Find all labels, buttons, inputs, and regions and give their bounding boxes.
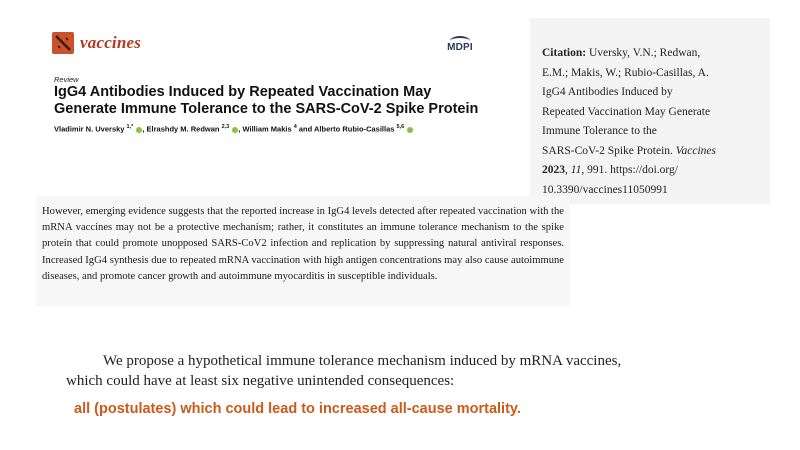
article-header (48, 24, 488, 156)
journal-name: vaccines (80, 33, 142, 52)
citation-line: Uversky, V.N.; Redwan, (586, 47, 701, 59)
author-name: William Makis (242, 124, 292, 134)
author-affiliation: 2,3 (221, 124, 230, 130)
citation-year: 2023 (542, 164, 565, 176)
citation-panel (530, 18, 770, 204)
emphasis-statement: all (postulates) which could lead to increased all-cause mortality. (74, 401, 521, 417)
article-title-line-1: IgG4 Antibodies Induced by Repeated Vaccination May (54, 84, 432, 100)
citation-line: Immune Tolerance to the (542, 125, 657, 137)
author-separator: , (142, 124, 147, 134)
hypothesis-statement (66, 351, 746, 391)
author-separator: and (296, 124, 315, 134)
author-affiliation: 4 (293, 124, 297, 130)
journal-logo-icon (52, 32, 74, 54)
citation-pages: , 991. https://doi.org/ (581, 164, 678, 176)
citation-volume: 11 (570, 164, 582, 176)
publisher-logo (440, 36, 480, 56)
publisher-name: MDPI (447, 42, 473, 53)
abstract-text: However, emerging evidence suggests that the reported increase in IgG4 levels detected after repeated vaccination with the mRNA vaccines may not be a protective mechanism; rather, it constitutes an immune tolerance mechanism to the spike protein that could promote unopposed SARS-CoV2 infection and replication by suppressing natural antiviral responses. Increased IgG4 synthesis due to repeated mRNA vaccination with high antigen concentrations may also cause autoimmune diseases, and promote cancer growth and autoimmune myocarditis in susceptible individuals. (42, 206, 564, 282)
author-separator: , (238, 124, 243, 134)
author-list (54, 124, 494, 134)
hypothesis-line-1: We propose a hypothetical immune tolerance mechanism induced by mRNA vaccines, (103, 353, 622, 369)
author-name: Alberto Rubio-Casillas (314, 124, 395, 134)
author-affiliation: 1,* (126, 124, 134, 130)
author-affiliation: 5,6 (396, 124, 405, 130)
citation-label: Citation: (542, 47, 587, 59)
citation-line: Repeated Vaccination May Generate (542, 105, 711, 118)
author-name: Elrashdy M. Redwan (146, 124, 220, 134)
author-name: Vladimir N. Uversky (54, 124, 125, 134)
citation-doi[interactable]: 10.3390/vaccines11050991 (542, 183, 668, 196)
article-title-line-2: Generate Immune Tolerance to the SARS-CoV-2 Spike Protein (54, 101, 479, 117)
citation-text: Citation: Uversky, V.N.; Redwan, E.M.; Makis, W.; Rubio-Casillas, A. IgG4 Antibodies Induced by Repeated Vaccination May Generate Immune Tolerance to the SARS-CoV-2 Spike Protein. Vaccines 2023, 11, 991. https://doi.org/ 10.3390/vaccines11050991 (542, 44, 764, 200)
abstract-excerpt (36, 196, 570, 306)
hypothesis-line-2: which could have at least six negative unintended consequences: (66, 373, 455, 389)
citation-line: E.M.; Makis, W.; Rubio-Casillas, A. (542, 66, 709, 79)
citation-line: SARS-CoV-2 Spike Protein. (542, 144, 673, 157)
citation-journal: Vaccines (672, 144, 716, 157)
citation-line: IgG4 Antibodies Induced by (542, 86, 673, 98)
orcid-icon[interactable] (407, 127, 413, 133)
article-title (54, 84, 494, 118)
article-type: Review (54, 75, 79, 84)
